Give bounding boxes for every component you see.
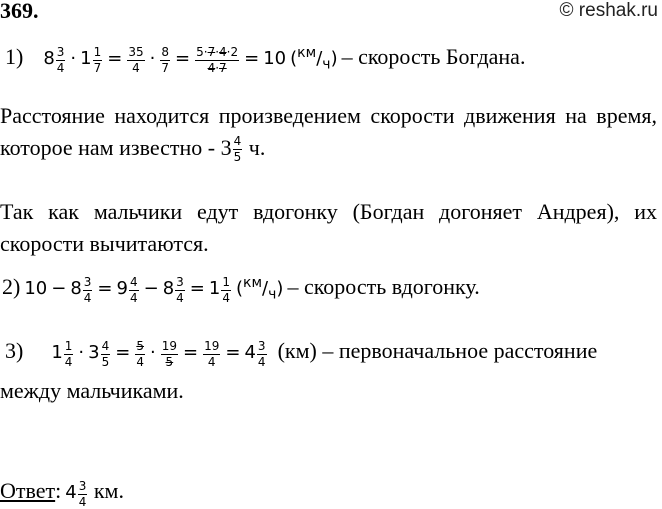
minus-sign: − <box>51 278 67 299</box>
cancelled-fraction: $\frac{5}{4}$ <box>136 338 144 369</box>
times-sign: · <box>149 48 156 69</box>
cancelled-fraction: $\frac{19}{5}$ <box>161 338 177 369</box>
equals-sign: = <box>225 342 241 363</box>
answer-line <box>0 478 124 509</box>
step-3-caption: (км) – первоначальное расстояние <box>277 338 598 363</box>
times-sign: · <box>78 342 85 363</box>
equals-sign: = <box>183 342 199 363</box>
paragraph-text: Расстояние находится произведением скорости движения на время, которое нам известно - 3 <box>0 103 657 160</box>
unit-speed: $(^{км}/_ч)$ <box>290 45 338 73</box>
step-3-line <box>5 338 657 369</box>
paragraph-subtract: Так как мальчики едут вдогонку (Богдан догоняет Андрея), их скорости вычитаются. <box>0 199 657 256</box>
result-value: 10 <box>263 48 287 69</box>
site-watermark: © reshak.ru <box>559 0 658 21</box>
fraction: $\frac{1}{7}$ <box>93 44 102 75</box>
mixed-whole: 8 <box>162 278 175 299</box>
fraction: $\frac{1}{4}$ <box>64 338 73 369</box>
step-3-label: 3) <box>5 338 24 363</box>
equals-sign: = <box>189 278 205 299</box>
mixed-whole: 1 <box>208 278 221 299</box>
minus-sign: − <box>143 278 159 299</box>
mixed-whole: 3 <box>88 342 100 363</box>
value: 10 <box>24 278 48 299</box>
fraction: $\frac{35}{4}$ <box>128 44 144 75</box>
fraction: $\frac{3}{4}$ <box>78 478 87 509</box>
mixed-whole: 8 <box>43 48 55 69</box>
step-3-continuation: между мальчиками. <box>0 378 184 403</box>
equals-sign: = <box>115 342 131 363</box>
mixed-whole: 1 <box>80 48 92 69</box>
unit-hours: ч. <box>243 135 266 160</box>
fraction: $\frac{3}{4}$ <box>257 338 266 369</box>
step-2-line <box>2 274 480 305</box>
fraction: $\frac{19}{4}$ <box>204 338 220 369</box>
fraction: $\frac{4}{5}$ <box>101 338 110 369</box>
mixed-whole: 8 <box>70 278 82 299</box>
step-2-caption: – скорость вдогонку. <box>287 274 480 299</box>
fraction: $\frac{3}{4}$ <box>83 274 92 305</box>
mixed-whole: 1 <box>51 342 63 363</box>
times-sign: · <box>149 342 156 363</box>
step-1-caption: – скорость Богдана. <box>341 44 526 69</box>
fraction: $\frac{3}{4}$ <box>176 274 184 305</box>
step-1-line <box>5 44 525 75</box>
fraction: $\frac{3}{4}$ <box>56 44 65 75</box>
answer-unit: км. <box>88 478 124 503</box>
mixed-whole: 4 <box>244 342 256 363</box>
problem-number: 369. <box>0 0 39 23</box>
equals-sign: = <box>175 48 191 69</box>
equals-sign: = <box>107 48 123 69</box>
mixed-whole: 4 <box>65 482 77 503</box>
step-1-label: 1) <box>5 44 24 69</box>
equals-sign: = <box>97 278 113 299</box>
unit-speed: $(^{км}/_ч)$ <box>235 275 284 303</box>
times-sign: · <box>70 48 77 69</box>
fraction: $\frac{8}{7}$ <box>161 44 169 75</box>
equals-sign: = <box>244 48 260 69</box>
answer-label: Ответ <box>0 478 56 503</box>
fraction: $\frac{1}{4}$ <box>222 274 230 305</box>
fraction: $\frac{4}{5}$ <box>233 134 242 165</box>
cancelled-fraction: $\frac{5\cdot 7\cdot 4\cdot 2}{4\cdot 7}$ <box>196 44 239 75</box>
step-2-label: 2) <box>2 274 21 299</box>
fraction: $\frac{4}{4}$ <box>129 274 138 305</box>
paragraph-distance <box>0 100 657 164</box>
answer-colon: : <box>55 478 62 503</box>
mixed-whole: 9 <box>116 278 128 299</box>
